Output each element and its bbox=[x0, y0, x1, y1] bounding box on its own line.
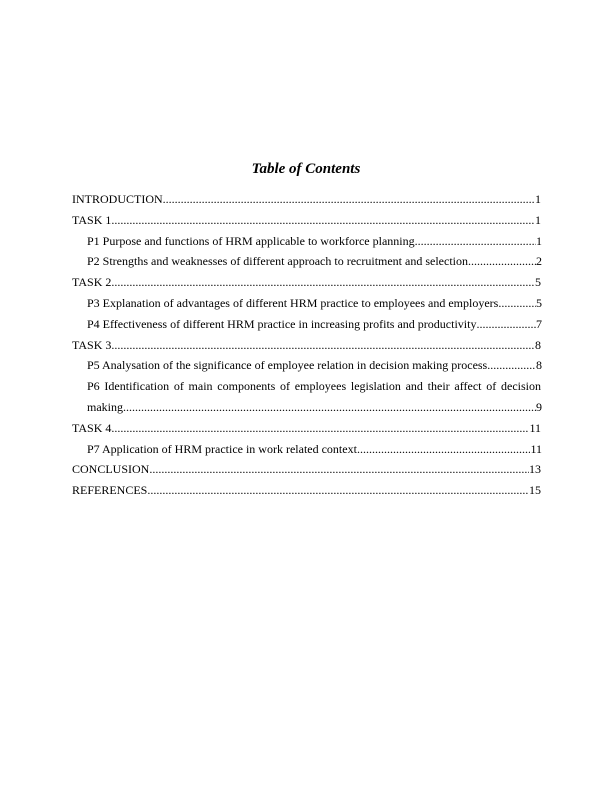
toc-entry-label: P7 Application of HRM practice in work related context bbox=[87, 441, 357, 456]
toc-entry-page: 1 bbox=[535, 192, 541, 206]
toc-entry-label: INTRODUCTION bbox=[72, 192, 163, 206]
toc-leader-dots bbox=[111, 418, 529, 439]
toc-leader-dots bbox=[498, 293, 536, 314]
toc-entry-p1[interactable] bbox=[72, 231, 542, 252]
toc-leader-dots bbox=[149, 459, 529, 480]
toc-entry-p2[interactable] bbox=[72, 251, 542, 272]
toc-entry-task-4[interactable] bbox=[72, 418, 541, 439]
toc-entry-label-continued: making bbox=[87, 399, 123, 414]
toc-entry-page: 1 bbox=[535, 212, 541, 227]
toc-entry-label: P6 Identification of main components of employees legislation and their affect of decision bbox=[87, 379, 541, 394]
toc-leader-dots bbox=[123, 397, 536, 418]
toc-entry-conclusion[interactable] bbox=[72, 459, 541, 480]
toc-entry-task-1[interactable] bbox=[72, 210, 541, 231]
table-of-contents bbox=[72, 189, 541, 501]
toc-leader-dots bbox=[111, 272, 535, 293]
toc-leader-dots bbox=[487, 355, 536, 376]
toc-entry-page: 1 bbox=[536, 233, 542, 248]
toc-entry-label: TASK 4 bbox=[72, 420, 112, 435]
toc-leader-dots bbox=[147, 480, 529, 501]
toc-leader-dots bbox=[357, 439, 531, 460]
toc-leader-dots bbox=[468, 251, 536, 272]
toc-entry-label: TASK 1 bbox=[72, 212, 112, 227]
toc-leader-dots bbox=[476, 314, 536, 335]
toc-entry-references[interactable] bbox=[72, 480, 541, 501]
toc-entry-page: 8 bbox=[535, 337, 541, 352]
toc-entry-page: 15 bbox=[529, 483, 541, 498]
toc-entry-p5[interactable] bbox=[72, 355, 542, 376]
toc-entry-page: 5 bbox=[535, 275, 541, 290]
toc-leader-dots bbox=[415, 231, 536, 252]
toc-entry-p3[interactable] bbox=[72, 293, 542, 314]
toc-entry-p4[interactable] bbox=[72, 314, 542, 335]
toc-entry-label: P2 Strengths and weaknesses of different approach to recruitment and selection bbox=[87, 254, 468, 269]
toc-entry-task-2[interactable] bbox=[72, 272, 541, 293]
toc-entry-label: P5 Analysation of the significance of employee relation in decision making process bbox=[87, 358, 488, 373]
toc-leader-dots bbox=[163, 189, 535, 210]
toc-entry-page: 5 bbox=[536, 295, 542, 310]
toc-entry-label: TASK 2 bbox=[72, 275, 112, 290]
toc-entry-page: 8 bbox=[536, 358, 542, 373]
toc-entry-page: 2 bbox=[536, 254, 542, 269]
toc-title: Table of Contents bbox=[251, 161, 361, 177]
toc-entry-introduction[interactable] bbox=[72, 189, 541, 210]
toc-entry-page: 7 bbox=[536, 316, 542, 331]
toc-entry-page: 9 bbox=[536, 399, 542, 414]
toc-leader-dots bbox=[111, 210, 535, 231]
toc-entry-label: CONCLUSION bbox=[72, 462, 150, 477]
toc-entry-label: REFERENCES bbox=[72, 483, 148, 498]
toc-entry-p6-continuation bbox=[72, 397, 542, 418]
toc-leader-dots bbox=[111, 335, 535, 356]
toc-entry-page: 11 bbox=[530, 441, 542, 456]
toc-entry-page: 13 bbox=[529, 462, 541, 477]
toc-entry-label: P1 Purpose and functions of HRM applicable to workforce planning bbox=[87, 233, 415, 248]
toc-entry-label: P3 Explanation of advantages of different HRM practice to employees and employers bbox=[87, 295, 499, 310]
toc-entry-label: TASK 3 bbox=[72, 337, 112, 352]
toc-entry-p7[interactable] bbox=[72, 439, 542, 460]
toc-entry-page: 11 bbox=[529, 420, 541, 435]
toc-entry-label: P4 Effectiveness of different HRM practice in increasing profits and productivity bbox=[87, 316, 477, 331]
toc-entry-p6[interactable] bbox=[72, 376, 541, 418]
toc-entry-task-3[interactable] bbox=[72, 335, 541, 356]
